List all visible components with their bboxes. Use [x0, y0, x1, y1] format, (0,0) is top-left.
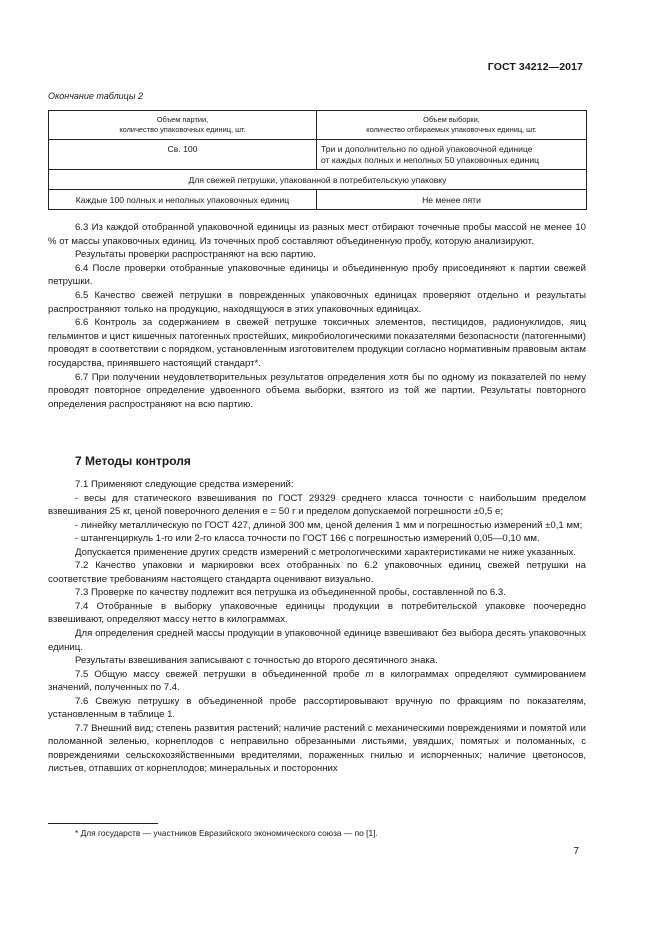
table-span-row — [49, 170, 587, 190]
standard-code-header: ГОСТ 34212—2017 — [487, 61, 583, 73]
row2-sample-size: Не менее пяти — [317, 190, 587, 210]
col2-header-line2: количество отбираемых упаковочных единиц, шт. — [366, 125, 537, 134]
row1-sample-line2: от каждых полных и неполных 50 упаковочных единиц — [321, 154, 540, 165]
col1-header-line2: количество упаковочных единиц, шт. — [119, 125, 246, 134]
p7-5-pre: 7.5 Общую массу свежей петрушки в объединенной пробе — [75, 668, 366, 680]
footnote-divider — [48, 823, 158, 824]
row1-sample-line1: Три и дополнительно по одной упаковочной единице — [321, 143, 533, 154]
col-sample-size-header — [317, 111, 587, 140]
paragraph-6-3b: Результаты проверки распространяют на всю партию. — [75, 249, 316, 261]
table-header-row — [49, 111, 587, 140]
row2-lot-size: Каждые 100 полных и неполных упаковочных единиц — [49, 190, 317, 210]
row1-lot-size: Св. 100 — [49, 140, 317, 170]
p7-5-post: в килограммах определяют суммированием значений, полученных по 7.4. — [48, 668, 586, 694]
paragraph-7-6: 7.6 Свежую петрушку в объединенной пробе рассортировывают вручную по фракциям по показателям, установленным в таблице 1. — [48, 695, 586, 721]
paragraph-7-7: 7.7 Внешний вид; степень развития растений; наличие растений с механическими повреждениями и помятой или поломанной зеленью, корнеплодов с неправильно обрезанными листьями, увядших, помятых и поломанных, с повреждениями сельскохозяйственными вредителями, пораженных гнилью и испорченных; наличие цветоносов, листьев, отпавших от корнеплодов; минеральных и посторонних — [48, 722, 586, 775]
col1-header-line1: Объем партии, — [156, 115, 209, 124]
paragraph-7-1b: Допускается применение других средств измерений с метрологическими характеристиками не ниже указанных. — [75, 546, 577, 558]
paragraph-6-3: 6.3 Из каждой отобранной упаковочной единицы из разных мест отбирают точечные пробы массой не менее 10 % от массы упаковочных единиц. Из точечных проб составляют объединенную пробу, которую анализируют. — [48, 222, 586, 247]
consumer-package-row: Для свежей петрушки, упакованной в потребительскую упаковку — [49, 170, 587, 190]
row1-sample-size — [317, 140, 587, 170]
paragraph-6-4: 6.4 После проверки отобранные упаковочные единицы и объединенную пробу присоединяют к партии свежей петрушки. — [48, 262, 586, 288]
sample-size-table — [48, 110, 587, 210]
footnote: * Для государств — участников Евразийского экономического союза — по [1]. — [75, 828, 378, 838]
section7-text — [48, 478, 586, 776]
instrument-caliper: - штангенциркуль 1-го или 2-го класса точности по ГОСТ 166 с погрешностью измерений 0,05—0,10 мм. — [75, 533, 540, 545]
paragraph-7-4: 7.4 Отобранные в выборку упаковочные единицы продукции в потребительской упаковке поочередно взвешивают, определяют массу нетто в килограммах. — [48, 600, 586, 626]
table-row — [49, 190, 587, 210]
col-lot-size-header — [49, 111, 317, 140]
mass-variable: m — [365, 668, 374, 680]
page-number: 7 — [573, 846, 579, 857]
paragraph-7-1: 7.1 Применяют следующие средства измерений: — [75, 479, 294, 490]
paragraph-7-5 — [48, 668, 586, 695]
col2-header-line1: Объем выборки, — [423, 115, 480, 124]
paragraph-7-2: 7.2 Качество упаковки и маркировки всех отобранных по 6.2 упаковочных единиц свежей петрушки на соответствие требованиям настоящего стандарта оценивают визуально. — [48, 560, 586, 585]
paragraph-7-4c: Результаты взвешивания записывают с точностью до второго десятичного знака. — [75, 655, 438, 667]
instrument-ruler: - линейку металлическую по ГОСТ 427, длиной 300 мм, ценой деления 1 мм и погрешностью измерений ±0,1 мм; — [75, 519, 583, 531]
section-7-title: 7 Методы контроля — [75, 454, 191, 468]
paragraph-6-5: 6.5 Качество свежей петрушки в поврежденных упаковочных единицах проверяют отдельно и результаты распространяют только на продукцию, находящуюся в этих упаковочных единицах. — [48, 289, 586, 315]
paragraph-6-6: 6.6 Контроль за содержанием в свежей петрушке токсичных элементов, пестицидов, радионуклидов, яиц гельминтов и цист кишечных патогенных простейших, микробиологическими показателями безопасности (патогенными) проводят в соответствии с порядком, установленным изготовителем продукции согласно нормативным правовым актам государства, принявшего настоящий стандарт*. — [48, 317, 586, 369]
section6-text — [48, 221, 586, 411]
paragraph-6-7: 6.7 При получении неудовлетворительных результатов определения хотя бы по одному из показателей по нему проводят повторное определение удвоенного объема выборки, взятого из той же партии. Результаты повторного определения распространяют на всю партию. — [48, 371, 586, 410]
table-row — [49, 140, 587, 170]
table-caption: Окончание таблицы 2 — [48, 91, 143, 101]
paragraph-7-4b: Для определения средней массы продукции в упаковочной единице взвешивают без выбора десять упаковочных единиц. — [48, 628, 586, 653]
paragraph-7-3: 7.3 Проверке по качеству подлежит вся петрушка из объединенной пробы, составленной по 6.3. — [75, 587, 506, 599]
instrument-scales: - весы для статического взвешивания по ГОСТ 29329 среднего класса точности с наибольшим пределом взвешивания 25 кг, ценой поверочного деления е = 50 г и пределом допускаемой погрешности ±0,5 е; — [48, 492, 586, 518]
